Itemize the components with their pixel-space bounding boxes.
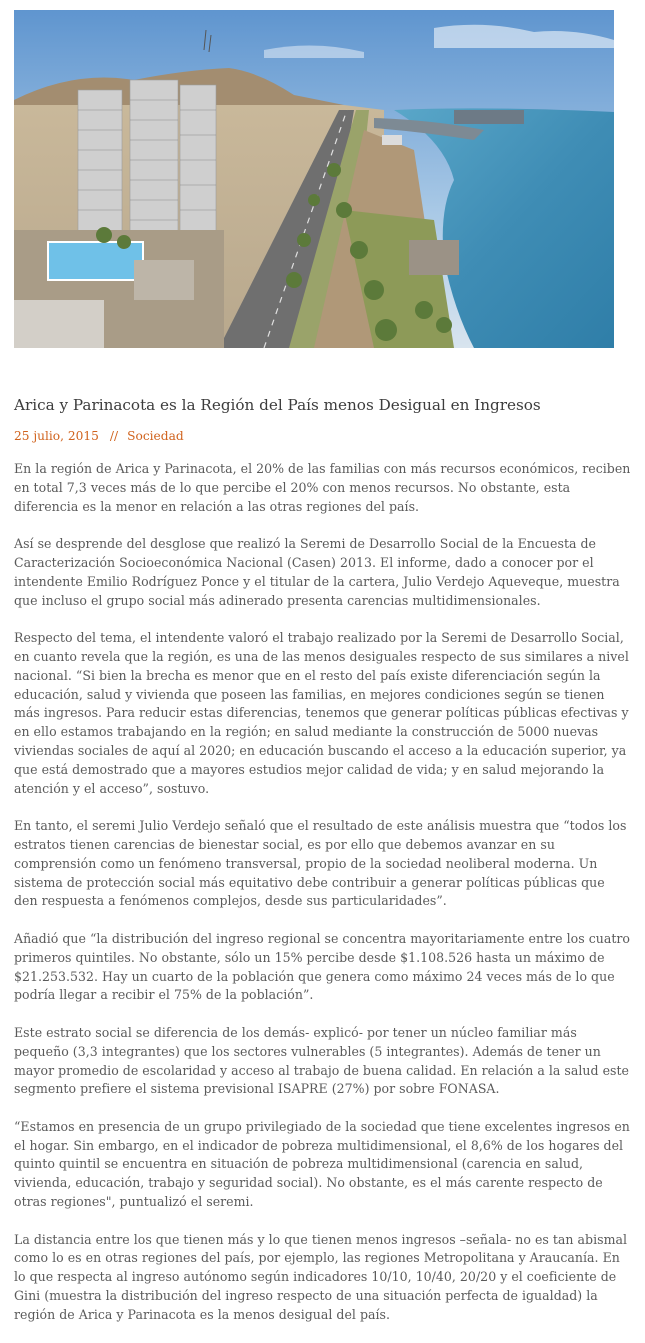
article-paragraph: La distancia entre los que tienen más y lo que tienen menos ingresos –señala- no es tan abismal como lo es en otras regiones del país, por ejemplo, las regiones Metropolitana y Araucanía. En lo que respecta al ingreso autónomo según indicadores 10/10, 10/40, 20/20 y el coeficiente de Gini (muestra la distribución del ingreso respecto de una situación perfecta de igualdad) la región de Arica y Parinacota es la menos desigual del país. (14, 1231, 628, 1322)
article-paragraph: En la región de Arica y Parinacota, el 20% de las familias con más recursos económicos, reciben en total 7,3 veces más de lo que percibe el 20% con menos recursos. No obstante, esta diferencia es la menor en relación a las otras regiones del país. (14, 461, 631, 514)
article-paragraph: En tanto, el seremi Julio Verdejo señaló que el resultado de este análisis muestra que “todos los estratos tienen carencias de bienestar social, es por ello que debemos avanzar en su comprensión como un fenómeno transversal, propio de la sociedad neoliberal moderna. Un sistema de protección social más equitativo debe contribuir a generar políticas públicas que den respuesta a fenómenos complejos, desde sus particularidades”. (14, 818, 627, 909)
article (14, 393, 632, 1343)
article-meta (14, 425, 632, 447)
article-paragraph: Así se desprende del desglose que realizó la Seremi de Desarrollo Social de la Encuesta de Caracterización Socioeconómica Nacional (Casen) 2013. El informe, dado a conocer por el intendente Emilio Rodríguez Ponce y el titular de la cartera, Julio Verdejo Aqueveque, muestra que incluso el grupo social más adinerado presenta carencias multidimensionales. (14, 536, 620, 608)
article-title: Arica y Parinacota es la Región del País menos Desigual en Ingresos (14, 396, 541, 414)
meta-separator: // (109, 429, 119, 443)
article-body (14, 460, 632, 1325)
article-date[interactable]: 25 julio, 2015 (14, 429, 99, 443)
article-paragraph: Este estrato social se diferencia de los demás- explicó- por tener un núcleo familiar más pequeño (3,3 integrantes) que los sectores vulnerables (5 integrantes). Además de tener un mayor promedio de escolaridad y acceso al trabajo de buena calidad. En relación a la salud este segmento prefiere el sistema previsional ISAPRE (27%) por sobre FONASA. (14, 1024, 629, 1097)
article-paragraph: Respecto del tema, el intendente valoró el trabajo realizado por la Seremi de Desarrollo Social, en cuanto revela que la región, es una de las menos desiguales respecto de sus similares a nivel nacional. “Si bien la brecha es menor que en el resto del país existe diferenciación según la educación, salud y vivienda que poseen las familias, en mejores condiciones según se tienen más ingresos. Para reducir estas diferencias, tenemos que generar políticas públicas efectivas y en ello estamos trabajando en la región; en salud mediante la construcción de 5000 nuevas viviendas sociales de aquí al 2020; en educación buscando el acceso a la educación superior, ya que está demostrado que a mayores estudios mejor calidad de vida; y en salud mejorando la atención y el acceso”, sostuvo. (14, 630, 629, 796)
article-paragraph: Añadió que “la distribución del ingreso regional se concentra mayoritariamente entre los cuatro primeros quintiles. No obstante, sólo un 15% percibe desde $1.108.526 hasta un máximo de $21.253.532. Hay un cuarto de la población que genera como máximo 24 veces más de lo que podría llegar a recibir el 75% de la población”. (14, 930, 631, 1003)
article-category-link[interactable]: Sociedad (127, 429, 184, 443)
hero-photo (14, 10, 614, 348)
article-paragraph: “Estamos en presencia de un grupo privilegiado de la sociedad que tiene excelentes ingresos en el hogar. Sin embargo, en el indicador de pobreza multidimensional, el 8,6% de los hogares del quinto quintil se encuentra en situación de pobreza multidimensional (carencia en salud, vivienda, educación, trabajo y seguridad social). No obstante, es el más carente respecto de otras regiones", puntualizó el seremi. (14, 1118, 630, 1210)
